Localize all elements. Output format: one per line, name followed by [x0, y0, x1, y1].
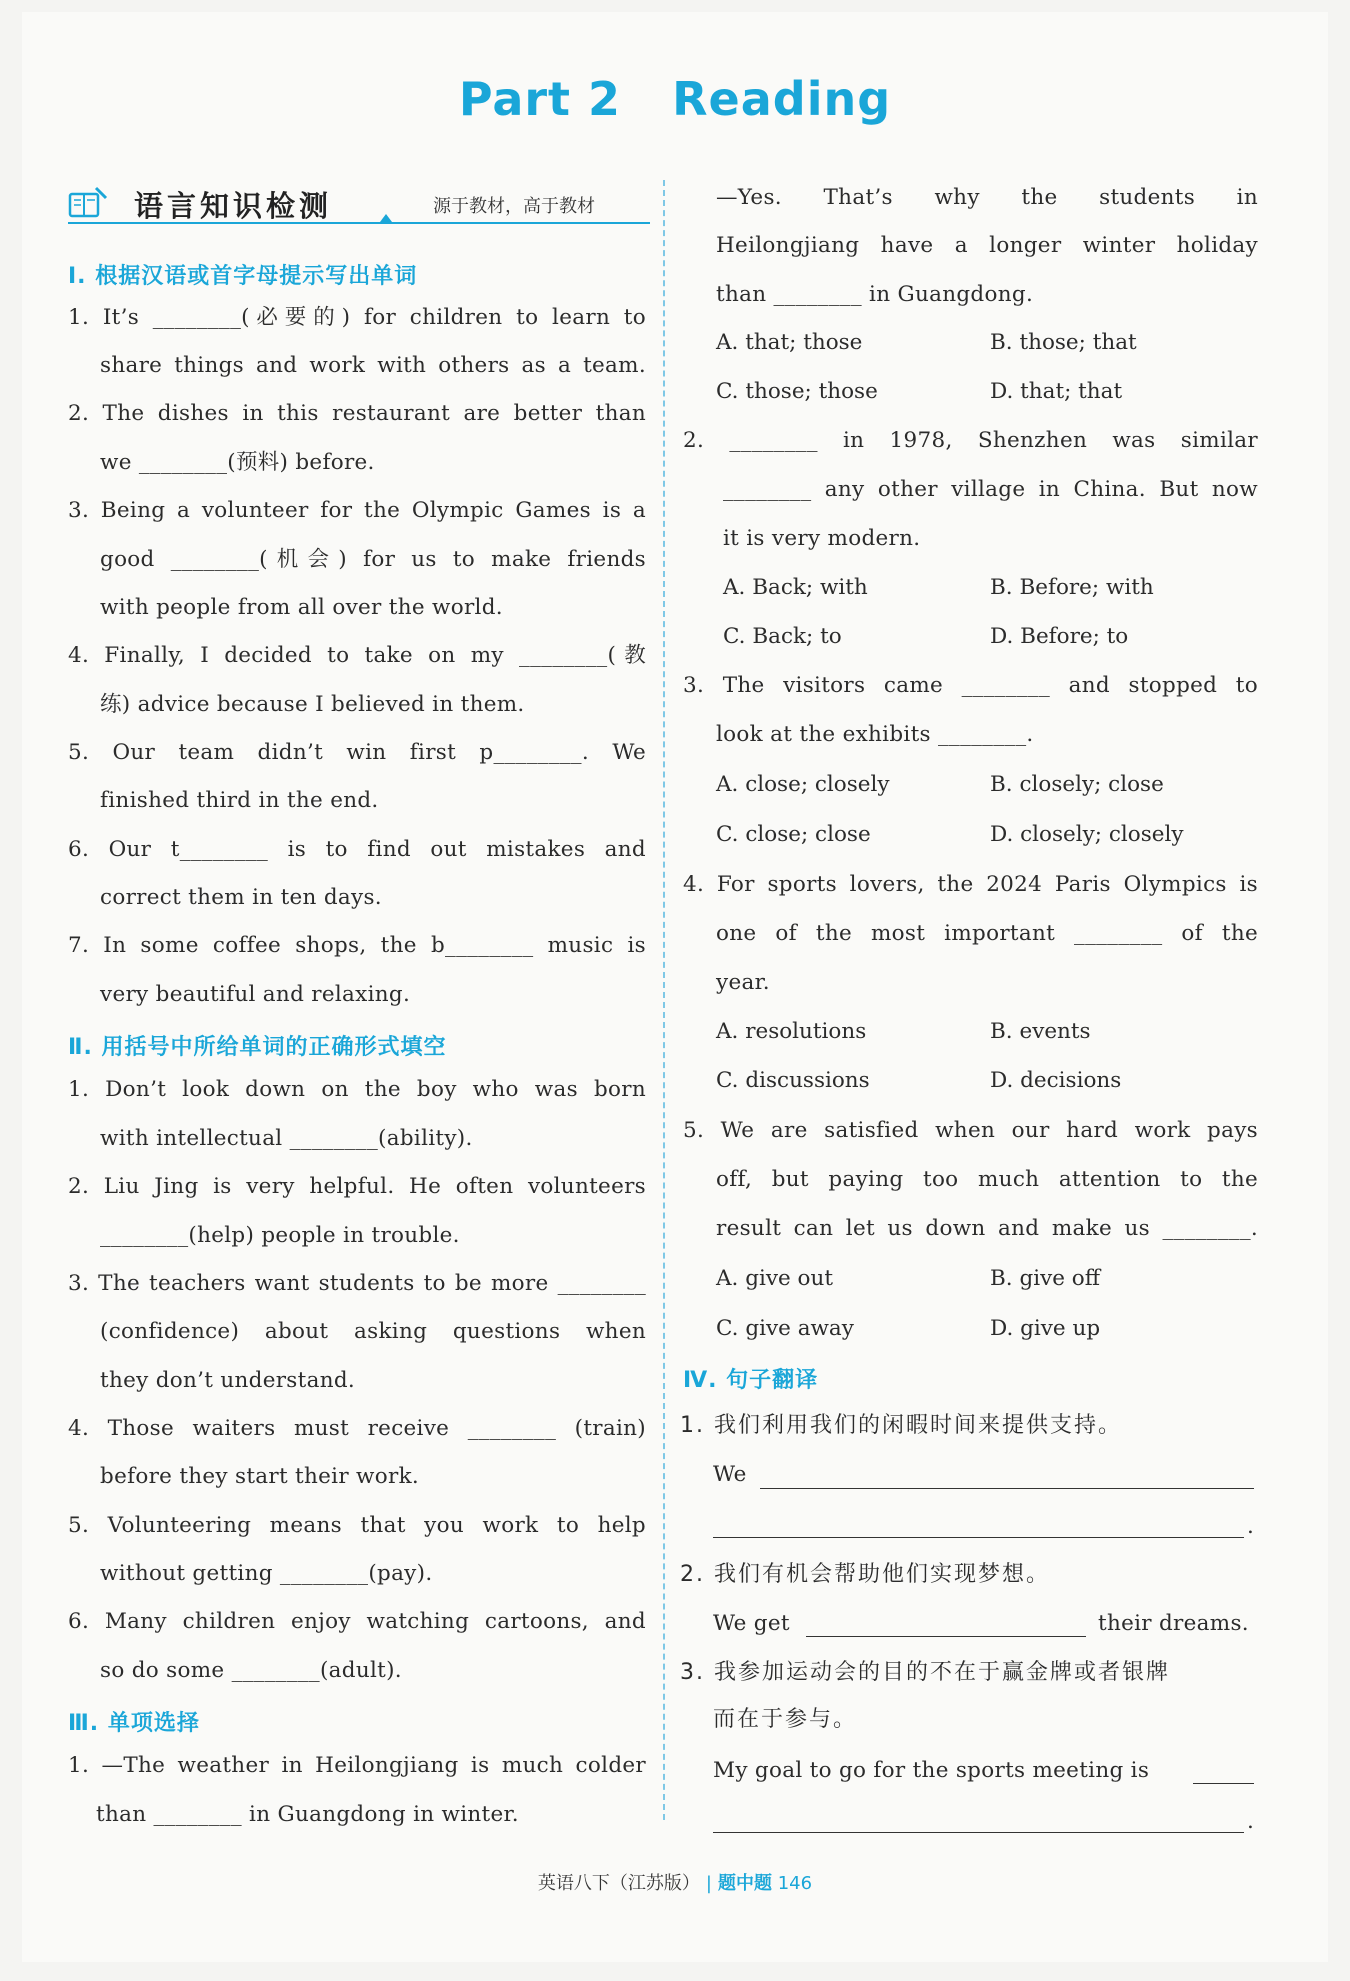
text-line: it is very modern.: [723, 526, 921, 551]
option-c[interactable]: C. close; close: [716, 822, 871, 847]
text-line: without getting ________(pay).: [100, 1561, 433, 1586]
option-a[interactable]: A. Back; with: [723, 575, 868, 600]
text-line: —Yes. That’s why the students in: [716, 185, 1258, 210]
text-line: 3. The teachers want students to be more ________: [68, 1271, 646, 1296]
answer-end: their dreams.: [1098, 1611, 1249, 1636]
section-subtitle: 源于教材，高于教材: [433, 196, 595, 217]
text-line: 5. We are satisfied when our hard work pays: [683, 1118, 1258, 1143]
option-b[interactable]: B. Before; with: [990, 575, 1154, 600]
text-line: 1. Don’t look down on the boy who was born: [68, 1077, 646, 1102]
text-line: result can let us down and make us ________.: [716, 1216, 1258, 1241]
text-line: finished third in the end.: [100, 788, 379, 813]
column-divider: [663, 180, 665, 1820]
section-underline: [68, 222, 650, 224]
answer-blank[interactable]: [806, 1636, 1086, 1637]
text-line: than ________ in Guangdong.: [716, 282, 1034, 307]
page-title: Part 2 Reading: [458, 72, 892, 126]
period: .: [1247, 1809, 1255, 1834]
text-line: 2. ________ in 1978, Shenzhen was similar: [683, 428, 1258, 453]
answer-blank[interactable]: [713, 1537, 1244, 1538]
option-d[interactable]: D. give up: [990, 1316, 1101, 1341]
text-line: good ________(机会) for us to make friends: [100, 547, 646, 572]
text-line: ________ any other village in China. But now: [723, 477, 1258, 502]
text-line: off, but paying too much attention to the: [716, 1167, 1258, 1192]
text-line: Heilongjiang have a longer winter holiday: [716, 233, 1258, 258]
text-line: share things and work with others as a team.: [100, 353, 646, 378]
option-a[interactable]: A. that; those: [716, 330, 863, 355]
option-a[interactable]: A. resolutions: [716, 1019, 867, 1044]
brand-name: 题中题: [717, 1873, 772, 1894]
part4-title: Ⅳ. 句子翻译: [683, 1368, 819, 1393]
option-a[interactable]: A. close; closely: [716, 772, 890, 797]
text-line: 3. The visitors came ________ and stopped to: [683, 673, 1258, 698]
option-c[interactable]: C. Back; to: [723, 624, 842, 649]
text-line: one of the most important ________ of the: [716, 921, 1258, 946]
book-pencil-icon: [68, 186, 108, 224]
text-line: 5. Volunteering means that you work to help: [68, 1513, 646, 1538]
option-c[interactable]: C. give away: [716, 1316, 854, 1341]
text-line: (confidence) about asking questions when: [100, 1319, 646, 1344]
option-b[interactable]: B. events: [990, 1019, 1091, 1044]
chinese-prompt: 2. 我们有机会帮助他们实现梦想。: [680, 1562, 1050, 1587]
text-line: look at the exhibits ________.: [716, 722, 1034, 747]
text-line: before they start their work.: [100, 1464, 420, 1489]
text-line: very beautiful and relaxing.: [100, 982, 411, 1007]
part3-title: Ⅲ. 单项选择: [68, 1711, 200, 1736]
section-marker: [380, 214, 392, 222]
text-line: they don’t understand.: [100, 1368, 356, 1393]
part1-title: Ⅰ. 根据汉语或首字母提示写出单词: [68, 264, 418, 289]
text-line: 6. Many children enjoy watching cartoons, and: [68, 1609, 646, 1634]
text-line: 1. It’s ________(必要的) for children to learn to: [68, 305, 646, 330]
answer-start: We get: [713, 1611, 790, 1636]
answer-blank[interactable]: [1193, 1783, 1254, 1784]
page-number: 146: [777, 1873, 813, 1894]
option-b[interactable]: B. closely; close: [990, 772, 1164, 797]
text-line: 3. Being a volunteer for the Olympic Games is a: [68, 498, 646, 523]
text-line: than ________ in Guangdong in winter.: [96, 1802, 519, 1827]
answer-blank[interactable]: [760, 1488, 1254, 1489]
text-line: 7. In some coffee shops, the b________ music is: [68, 933, 646, 958]
text-line: 5. Our team didn’t win first p________. We: [68, 740, 646, 765]
answer-blank[interactable]: [713, 1832, 1244, 1833]
text-line: we ________(预料) before.: [100, 450, 375, 475]
text-line: 2. The dishes in this restaurant are better than: [68, 401, 646, 426]
option-a[interactable]: A. give out: [716, 1266, 833, 1291]
text-line: with people from all over the world.: [100, 595, 503, 620]
section-header: [68, 180, 650, 226]
chinese-prompt: 3. 我参加运动会的目的不在于赢金牌或者银牌: [680, 1660, 1170, 1685]
text-line: 1. —The weather in Heilongjiang is much colder: [68, 1753, 646, 1778]
text-line: with intellectual ________(ability).: [100, 1126, 473, 1151]
answer-start: We: [713, 1462, 747, 1487]
text-line: ________(help) people in trouble.: [100, 1223, 460, 1248]
option-c[interactable]: C. discussions: [716, 1068, 870, 1093]
text-line: year.: [716, 970, 770, 995]
option-d[interactable]: D. that; that: [990, 379, 1123, 404]
chinese-prompt: 1. 我们利用我们的闲暇时间来提供支持。: [680, 1413, 1122, 1438]
section-title: 语言知识检测: [134, 189, 333, 223]
option-b[interactable]: B. those; that: [990, 330, 1137, 355]
period: .: [1247, 1514, 1255, 1539]
option-d[interactable]: D. decisions: [990, 1068, 1122, 1093]
text-line: 4. For sports lovers, the 2024 Paris Olympics is: [683, 872, 1258, 897]
text-line: correct them in ten days.: [100, 885, 382, 910]
footer-separator: |: [705, 1873, 712, 1894]
option-d[interactable]: D. closely; closely: [990, 822, 1184, 847]
text-line: 6. Our t________ is to find out mistakes and: [68, 837, 646, 862]
option-c[interactable]: C. those; those: [716, 379, 878, 404]
part2-title: Ⅱ. 用括号中所给单词的正确形式填空: [68, 1035, 447, 1060]
option-d[interactable]: D. Before; to: [990, 624, 1129, 649]
page-footer: [0, 1869, 1350, 1895]
option-b[interactable]: B. give off: [990, 1266, 1101, 1291]
book-name: 英语八下（江苏版）: [537, 1873, 700, 1894]
text-line: 4. Finally, I decided to take on my ________(教: [68, 643, 646, 668]
text-line: so do some ________(adult).: [100, 1658, 402, 1683]
text-line: 练) advice because I believed in them.: [100, 692, 525, 717]
chinese-prompt: 而在于参与。: [713, 1707, 858, 1732]
text-line: 4. Those waiters must receive ________ (train): [68, 1416, 646, 1441]
answer-start: My goal to go for the sports meeting is: [713, 1758, 1150, 1783]
text-line: 2. Liu Jing is very helpful. He often volunteers: [68, 1174, 646, 1199]
